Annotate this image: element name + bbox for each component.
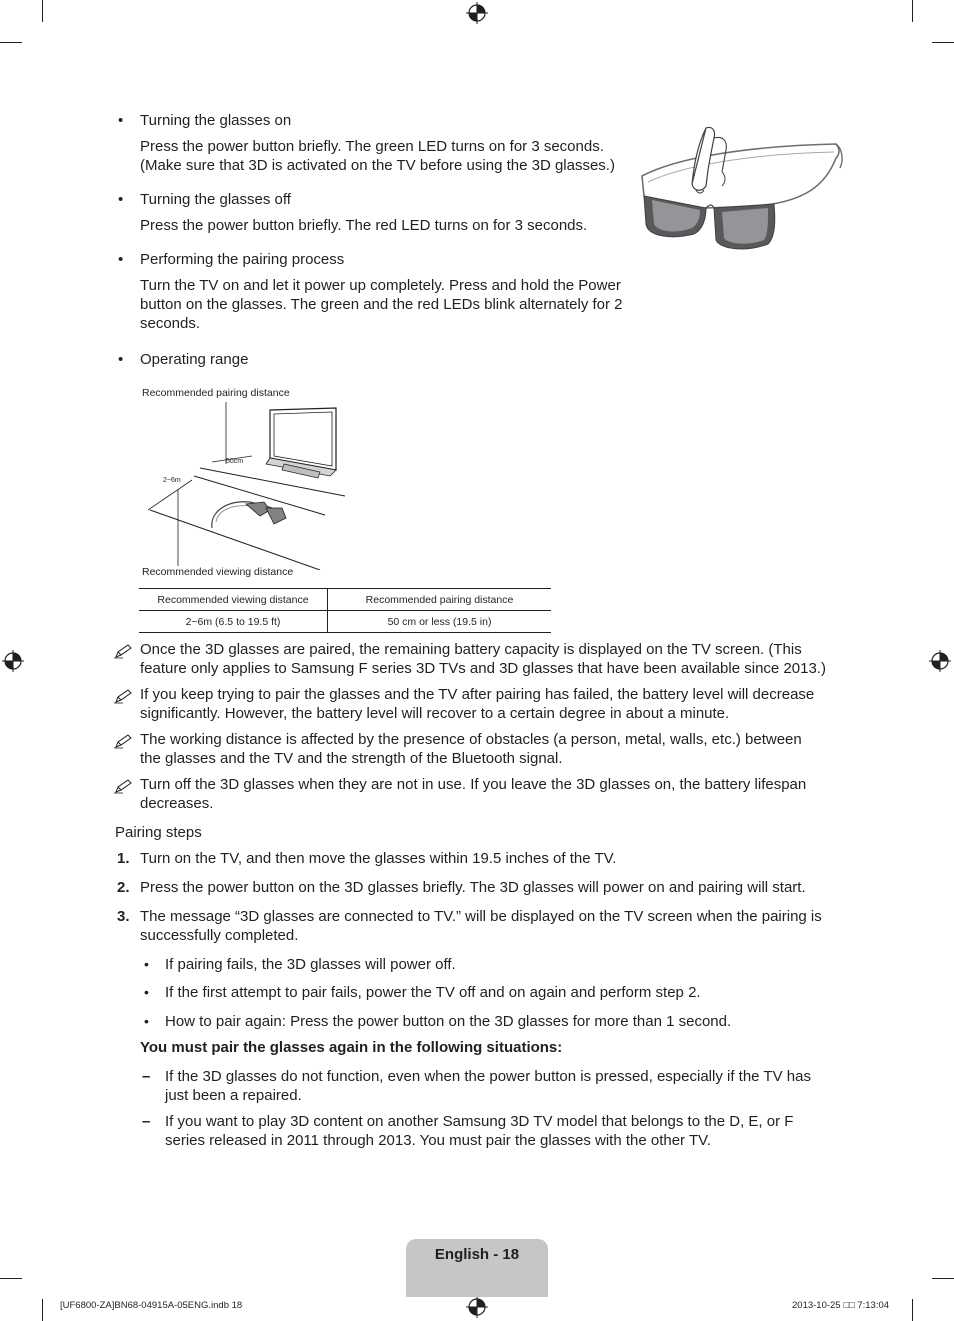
- section-title-glasses-on: Turning the glasses on: [140, 112, 292, 129]
- table-header-cell: Recommended viewing distance: [139, 589, 328, 611]
- note-pencil-icon: [114, 733, 134, 749]
- section-title-operating-range: Operating range: [140, 351, 249, 368]
- section-title-glasses-off: Turning the glasses off: [140, 191, 291, 208]
- registration-mark-icon: [929, 650, 951, 672]
- note-pencil-icon: [114, 688, 134, 704]
- glasses-on-text-1: Press the power button briefly. The green LED turns on for 3 seconds.: [140, 138, 604, 155]
- situation-text: series released in 2011 through 2013. You must pair the glasses with the other TV.: [165, 1132, 711, 1150]
- table-header-row: [139, 589, 551, 611]
- table-cell: 50 cm or less (19.5 in): [328, 611, 552, 633]
- note-item: [140, 775, 845, 814]
- label-pairing-distance: Recommended pairing distance: [142, 387, 290, 399]
- note-pencil-icon: [114, 778, 134, 794]
- operating-range-diagram: [140, 400, 360, 570]
- bullet-icon: •: [118, 251, 124, 268]
- dash-icon: –: [142, 1068, 151, 1085]
- note-item: [140, 730, 845, 769]
- sub-bullet-text: If pairing fails, the 3D glasses will power off.: [165, 956, 456, 973]
- crop-mark: [932, 1278, 954, 1279]
- note-item: [140, 640, 845, 679]
- note-text: Once the 3D glasses are paired, the remaining battery capacity is displayed on the TV screen. (This: [140, 641, 802, 658]
- section-title-pairing-process: Performing the pairing process: [140, 251, 345, 268]
- bullet-icon: •: [118, 112, 124, 129]
- must-pair-heading: You must pair the glasses again in the following situations:: [140, 1039, 563, 1056]
- step-text-line: The message “3D glasses are connected to TV.” will be displayed on the TV screen when the pairing is: [140, 908, 822, 925]
- note-item: [140, 685, 845, 724]
- step-text-line: successfully completed.: [140, 927, 299, 945]
- pairing-process-text-3: seconds.: [140, 315, 201, 332]
- bullet-icon: •: [144, 956, 149, 972]
- operating-range-table: [139, 588, 551, 633]
- step-text: Turn on the TV, and then move the glasses within 19.5 inches of the TV.: [140, 850, 617, 867]
- step-number: 1.: [117, 850, 130, 867]
- situation-item: [165, 1112, 845, 1151]
- crop-mark: [912, 0, 913, 22]
- page-number-tab: [406, 1239, 548, 1297]
- print-timestamp: 2013-10-25 □□ 7:13:04: [792, 1300, 890, 1311]
- situation-item: [165, 1067, 845, 1106]
- crop-mark: [912, 1299, 913, 1321]
- crop-mark: [42, 0, 43, 22]
- note-text: significantly. However, the battery level will recover to a certain degree in about a minute.: [140, 705, 730, 723]
- table-header-cell: Recommended pairing distance: [328, 589, 552, 611]
- label-viewing-distance: Recommended viewing distance: [142, 566, 294, 578]
- note-text: If you keep trying to pair the glasses and the TV after pairing has failed, the battery level will decrease: [140, 686, 815, 703]
- glasses-off-text: Press the power button briefly. The red LED turns on for 3 seconds.: [140, 217, 588, 234]
- bullet-icon: •: [144, 1013, 149, 1029]
- glasses-on-text-2: (Make sure that 3D is activated on the TV before using the 3D glasses.): [140, 157, 615, 174]
- situation-text: If you want to play 3D content on another Samsung 3D TV model that belongs to the D, E, or F: [165, 1113, 794, 1130]
- note-text: the glasses and the TV and the strength of the Bluetooth signal.: [140, 750, 563, 768]
- pairing-steps-heading: Pairing steps: [115, 824, 202, 841]
- label-2-6m: 2~6m: [163, 477, 181, 484]
- pairing-process-text-2: button on the glasses. The green and the red LEDs blink alternately for 2: [140, 296, 623, 313]
- note-text: The working distance is affected by the presence of obstacles (a person, metal, walls, etc.) between: [140, 731, 802, 748]
- dash-icon: –: [142, 1113, 151, 1130]
- situation-text: just been a repaired.: [165, 1087, 302, 1105]
- step-number: 2.: [117, 879, 130, 896]
- bullet-icon: •: [118, 191, 124, 208]
- pairing-process-text-1: Turn the TV on and let it power up completely. Press and hold the Power: [140, 277, 621, 294]
- table-row: [139, 611, 551, 633]
- bullet-icon: •: [118, 351, 124, 368]
- sub-bullet-text: If the first attempt to pair fails, power the TV off and on again and perform step 2.: [165, 984, 701, 1001]
- crop-mark: [0, 42, 22, 43]
- print-file-name: [UF6800-ZA]BN68-04915A-05ENG.indb 18: [60, 1300, 243, 1311]
- crop-mark: [0, 1278, 22, 1279]
- sub-bullet-text: How to pair again: Press the power button on the 3D glasses for more than 1 second.: [165, 1013, 732, 1030]
- registration-mark-icon: [466, 2, 488, 24]
- step-text: [140, 907, 845, 946]
- note-text: decreases.: [140, 795, 214, 813]
- label-50cm: 50cm: [226, 458, 244, 465]
- crop-mark: [932, 42, 954, 43]
- crop-mark: [42, 1299, 43, 1321]
- note-pencil-icon: [114, 643, 134, 659]
- note-text: feature only applies to Samsung F series 3D TVs and 3D glasses that have been available since 2013.): [140, 660, 826, 678]
- step-text: Press the power button on the 3D glasses briefly. The 3D glasses will power on and pairing will start.: [140, 879, 806, 896]
- step-number: 3.: [117, 908, 130, 925]
- glasses-power-button-illustration: [636, 124, 844, 252]
- situation-text: If the 3D glasses do not function, even when the power button is pressed, especially if the TV has: [165, 1068, 811, 1085]
- registration-mark-icon: [466, 1296, 488, 1318]
- bullet-icon: •: [144, 984, 149, 1000]
- note-text: Turn off the 3D glasses when they are not in use. If you leave the 3D glasses on, the battery lifespan: [140, 776, 807, 793]
- table-cell: 2~6m (6.5 to 19.5 ft): [139, 611, 328, 633]
- registration-mark-icon: [2, 650, 24, 672]
- page-number-label: English - 18: [434, 1246, 520, 1263]
